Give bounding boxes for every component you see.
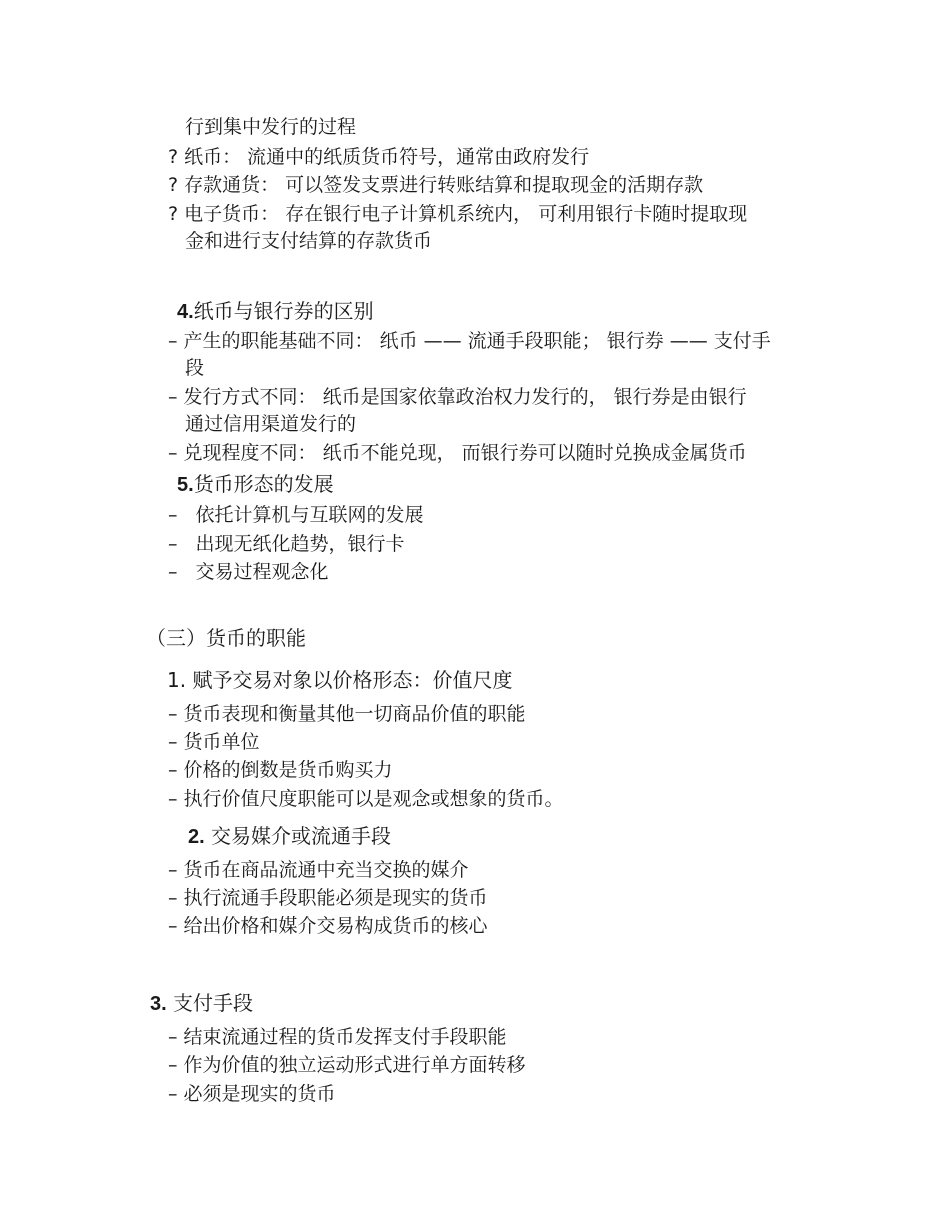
list-item: [168, 503, 424, 527]
bullet-dash: –: [168, 731, 178, 753]
subsection-title: 交易媒介或流通手段: [211, 824, 392, 848]
list-item: [168, 329, 771, 353]
subsection-number: 1.: [167, 668, 187, 692]
list-item: [168, 560, 329, 584]
list-item-continuation: 通过信用渠道发行的: [185, 413, 357, 435]
list-item: [168, 702, 526, 726]
list-item: [168, 532, 405, 556]
list-item-text: 纸币： 流通中的纸质货币符号，通常由政府发行: [184, 146, 590, 168]
part-heading: （三）货币的职能: [146, 626, 306, 650]
section-heading: [177, 298, 374, 325]
list-item-continuation: 段: [185, 357, 205, 379]
section-title: 纸币与银行券的区别: [193, 299, 374, 323]
list-item-text: 发行方式不同： 纸币是国家依靠政治权力发行的， 银行券是由银行: [183, 386, 747, 408]
list-item: [168, 1025, 507, 1049]
subsection-heading: [167, 667, 512, 693]
list-item: [168, 173, 703, 197]
bullet-dash: –: [168, 442, 178, 464]
list-item: [168, 858, 469, 882]
bullet-dash: –: [168, 533, 178, 555]
list-item: [168, 787, 564, 811]
section-title: 货币形态的发展: [193, 472, 334, 496]
section-heading: [177, 471, 334, 498]
list-item-text: 必须是现实的货币: [183, 1083, 336, 1105]
bullet-dash: –: [168, 561, 178, 583]
paragraph-continuation: 行到集中发行的过程: [185, 116, 357, 138]
subsection-heading: [188, 823, 391, 850]
list-item-text: 交易过程观念化: [195, 561, 329, 583]
list-item-text: 电子货币： 存在银行电子计算机系统内， 可利用银行卡随时提取现: [184, 203, 748, 225]
bullet-dash: –: [168, 504, 178, 526]
bullet-dash: –: [168, 1054, 178, 1076]
bullet-dash: –: [168, 915, 178, 937]
list-item-text: 作为价值的独立运动形式进行单方面转移: [183, 1054, 526, 1076]
bullet-dash: –: [168, 788, 178, 810]
list-item: [168, 385, 747, 409]
list-item: [168, 886, 488, 910]
list-item-text: 货币单位: [183, 731, 260, 753]
list-item-text: 结束流通过程的货币发挥支付手段职能: [183, 1026, 507, 1048]
list-item: [168, 441, 747, 465]
subsection-heading: [150, 990, 253, 1017]
list-item: [168, 914, 488, 938]
bullet-dash: –: [168, 887, 178, 909]
subsection-number: 3.: [150, 993, 167, 1015]
list-item: [168, 730, 260, 754]
bullet-dash: –: [168, 859, 178, 881]
bullet-marker: ?: [168, 203, 179, 225]
bullet-dash: –: [168, 759, 178, 781]
list-item-text: 执行价值尺度职能可以是观念或想象的货币。: [183, 788, 564, 810]
list-item-text: 依托计算机与互联网的发展: [195, 504, 424, 526]
bullet-dash: –: [168, 1083, 178, 1105]
bullet-dash: –: [168, 330, 178, 352]
subsection-title: 赋予交易对象以价格形态：价值尺度: [192, 668, 513, 692]
list-item-text: 出现无纸化趋势，银行卡: [195, 533, 405, 555]
list-item-text: 执行流通手段职能必须是现实的货币: [183, 887, 488, 909]
list-item-text: 产生的职能基础不同： 纸币 —— 流通手段职能； 银行券 —— 支付手: [183, 330, 771, 352]
list-item-text: 货币在商品流通中充当交换的媒介: [183, 859, 469, 881]
list-item-text: 存款通货： 可以签发支票进行转账结算和提取现金的活期存款: [184, 174, 704, 196]
section-number: 5.: [177, 474, 194, 496]
subsection-title: 支付手段: [173, 991, 254, 1015]
bullet-marker: ?: [168, 146, 179, 168]
list-item: [168, 202, 747, 226]
list-item: [168, 1082, 336, 1106]
list-item-text: 兑现程度不同： 纸币不能兑现， 而银行券可以随时兑换成金属货币: [183, 442, 747, 464]
list-item-text: 给出价格和媒介交易构成货币的核心: [183, 915, 488, 937]
list-item: [168, 758, 393, 782]
list-item-continuation: 金和进行支付结算的存款货币: [185, 230, 433, 252]
list-item-text: 货币表现和衡量其他一切商品价值的职能: [183, 703, 526, 725]
list-item-text: 价格的倒数是货币购买力: [183, 759, 393, 781]
bullet-dash: –: [168, 703, 178, 725]
section-number: 4.: [177, 301, 194, 323]
list-item: [168, 145, 589, 169]
bullet-marker: ?: [168, 174, 179, 196]
subsection-number: 2.: [188, 826, 205, 848]
list-item: [168, 1053, 526, 1077]
bullet-dash: –: [168, 386, 178, 408]
bullet-dash: –: [168, 1026, 178, 1048]
